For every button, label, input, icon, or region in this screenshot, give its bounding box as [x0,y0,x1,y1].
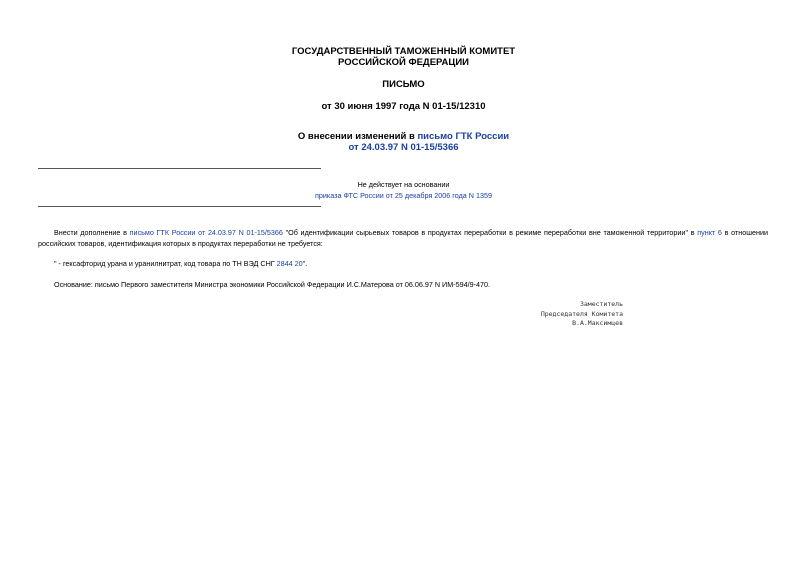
document-date-number: от 30 июня 1997 года N 01-15/12310 [321,101,486,112]
status-notice-link[interactable]: приказа ФТС России от 25 декабря 2006 года N 1359 [315,191,492,200]
body-link-point-6[interactable]: пункт 6 [697,228,722,237]
signature-block [541,300,623,329]
title-prefix: О внесении изменений в [297,131,418,142]
body-paragraph-1: Внести дополнение в письмо ГТК России от 24.03.97 N 01-15/5366 "Об идентификации сырьевых товаров в продуктах переработки в режиме переработки вне таможенной территории" в пункт 6 в отношении российских товаров, идентификация которых в продуктах переработки не требуется: [38,228,768,248]
divider-top [38,168,321,169]
org-name-line1: ГОСУДАРСТВЕННЫЙ ТАМОЖЕННЫЙ КОМИТЕТ [291,46,516,57]
title-link-letter[interactable]: письмо ГТК России [417,131,510,142]
body-link-tnved-code[interactable]: 2844 20 [276,259,303,268]
signature-line2: Председателя Комитета [540,309,623,318]
document-title [0,131,807,153]
status-notice-text: Не действует на основании [357,180,450,189]
body-paragraph-2: " - гексафторид урана и уранилнитрат, код товара по ТН ВЭД СНГ 2844 20". [54,259,308,268]
status-notice [0,179,807,201]
org-name-line2: РОССИЙСКОЙ ФЕДЕРАЦИИ [337,57,469,68]
signature-name: В.А.Максимцев [572,319,623,327]
body-paragraph-3: Основание: письмо Первого заместителя Министра экономики Российской Федерации И.С.Матерова от 06.06.97 N ИМ-594/9-470. [54,280,490,289]
document-type: ПИСЬМО [382,79,425,90]
divider-bottom [38,206,321,207]
signature-line1: Заместитель [579,300,623,308]
title-link-letter-date[interactable]: от 24.03.97 N 01-15/5366 [348,142,459,153]
body-link-letter[interactable]: письмо ГТК России от 24.03.97 N 01-15/5366 [129,228,283,237]
document-header [0,46,807,112]
